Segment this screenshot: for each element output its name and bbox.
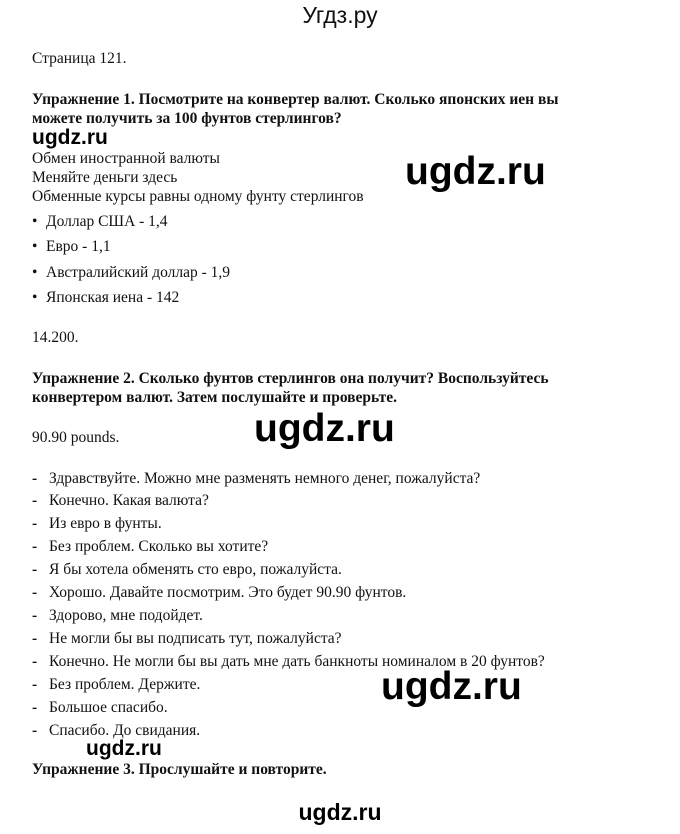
rate-list-item	[32, 213, 168, 231]
exercise2-answer: 90.90 pounds.	[32, 429, 120, 446]
exercise2-title-line2: конвертером валют. Затем послушайте и проверьте.	[32, 389, 398, 406]
exercise1-line: Обменные курсы равны одному фунту стерлингов	[32, 188, 364, 205]
dialogue-line	[32, 630, 342, 648]
bullet-marker: •	[32, 289, 38, 306]
dialogue-line	[32, 470, 480, 488]
exercise2-title-line1: Упражнение 2. Сколько фунтов стерлингов она получит? Воспользуйтесь	[32, 370, 549, 387]
rate-text: Доллар США - 1,4	[46, 213, 168, 230]
site-title: Угдз.ру	[302, 2, 378, 28]
watermark-large: ugdz.ru	[381, 665, 522, 708]
dash-marker: -	[32, 699, 38, 716]
bullet-marker: •	[32, 264, 38, 281]
watermark-large: ugdz.ru	[254, 407, 395, 450]
dash-marker: -	[32, 492, 38, 509]
rate-text: Австралийский доллар - 1,9	[46, 264, 231, 281]
dash-marker: -	[32, 676, 38, 693]
page-label: Страница 121.	[32, 50, 127, 67]
dialogue-text: Здравствуйте. Можно мне разменять немного денег, пожалуйста?	[49, 470, 481, 487]
dialogue-text: Без проблем. Сколько вы хотите?	[49, 538, 269, 555]
dialogue-line	[32, 584, 406, 602]
exercise1-answer: 14.200.	[32, 329, 79, 346]
dialogue-text: Из евро в фунты.	[49, 515, 162, 532]
dash-marker: -	[32, 607, 38, 624]
dialogue-text: Здорово, мне подойдет.	[49, 607, 203, 624]
dialogue-line	[32, 676, 200, 694]
rate-list-item	[32, 238, 111, 256]
dialogue-line	[32, 699, 168, 717]
dialogue-text: Спасибо. До свидания.	[49, 722, 201, 739]
exercise1-line: Обмен иностранной валюты	[32, 150, 220, 167]
dialogue-line	[32, 607, 203, 625]
watermark-large: ugdz.ru	[405, 150, 546, 193]
exercise1-title-line2: можете получить за 100 фунтов стерлингов?	[32, 110, 342, 127]
dialogue-line	[32, 561, 342, 579]
dialogue-line	[32, 515, 162, 533]
dialogue-text: Без проблем. Держите.	[49, 676, 201, 693]
dash-marker: -	[32, 470, 38, 487]
dialogue-text: Я бы хотела обменять сто евро, пожалуйста.	[49, 561, 342, 578]
dash-marker: -	[32, 630, 38, 647]
rate-list-item	[32, 264, 230, 282]
dialogue-text: Не могли бы вы подписать тут, пожалуйста?	[49, 630, 342, 647]
dialogue-line	[32, 492, 209, 510]
bullet-marker: •	[32, 238, 38, 255]
rate-list-item	[32, 289, 179, 307]
dialogue-text: Конечно. Какая валюта?	[49, 492, 209, 509]
dash-marker: -	[32, 584, 38, 601]
exercise1-line: Меняйте деньги здесь	[32, 169, 178, 186]
dash-marker: -	[32, 722, 38, 739]
dialogue-text: Конечно. Не могли бы вы дать мне дать банкноты номиналом в 20 фунтов?	[49, 653, 545, 670]
dash-marker: -	[32, 515, 38, 532]
footer-watermark: ugdz.ru	[298, 799, 382, 825]
dialogue-text: Большое спасибо.	[49, 699, 168, 716]
watermark-small: ugdz.ru	[32, 126, 108, 149]
rate-text: Японская иена - 142	[46, 289, 180, 306]
watermark-small: ugdz.ru	[86, 737, 162, 760]
dash-marker: -	[32, 653, 38, 670]
dash-marker: -	[32, 538, 38, 555]
dialogue-text: Хорошо. Давайте посмотрим. Это будет 90.90 фунтов.	[49, 584, 407, 601]
rate-text: Евро - 1,1	[46, 238, 111, 255]
bullet-marker: •	[32, 213, 38, 230]
exercise3-title: Упражнение 3. Прослушайте и повторите.	[32, 761, 327, 778]
dash-marker: -	[32, 561, 38, 578]
exercise1-title-line1: Упражнение 1. Посмотрите на конвертер валют. Сколько японских иен вы	[32, 91, 559, 108]
dialogue-line	[32, 538, 268, 556]
